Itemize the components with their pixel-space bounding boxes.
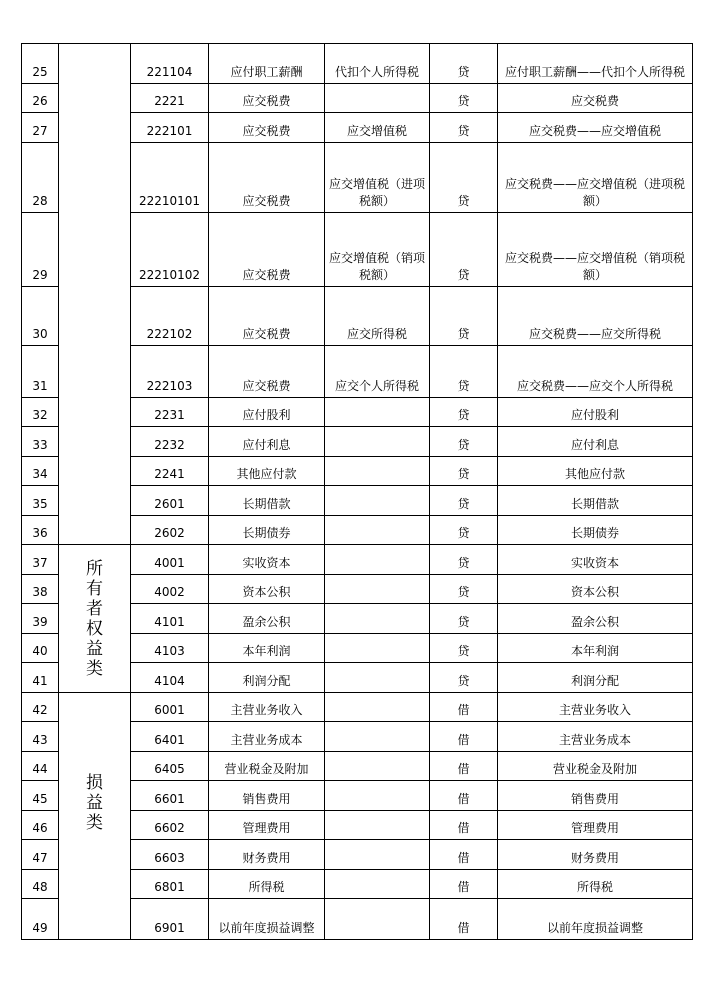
full-account-name: 应交税费——应交增值税	[498, 113, 693, 143]
balance-direction: 贷	[430, 457, 498, 486]
row-number: 34	[22, 457, 59, 486]
account-code: 22210102	[131, 213, 209, 287]
balance-direction: 借	[430, 752, 498, 781]
level1-account: 应交税费	[209, 213, 325, 287]
account-code: 2232	[131, 427, 209, 457]
level1-account: 以前年度损益调整	[209, 899, 325, 940]
row-number: 48	[22, 870, 59, 899]
row-number: 36	[22, 516, 59, 545]
level1-account: 销售费用	[209, 781, 325, 811]
balance-direction: 贷	[430, 427, 498, 457]
balance-direction: 借	[430, 840, 498, 870]
balance-direction: 贷	[430, 486, 498, 516]
full-account-name: 资本公积	[498, 575, 693, 604]
level1-account: 主营业务成本	[209, 722, 325, 752]
full-account-name: 主营业务收入	[498, 693, 693, 722]
level1-account: 应交税费	[209, 287, 325, 346]
account-code: 222103	[131, 346, 209, 398]
full-account-name: 长期借款	[498, 486, 693, 516]
account-code: 221104	[131, 44, 209, 84]
full-account-name: 销售费用	[498, 781, 693, 811]
full-account-name: 应交税费——应交所得税	[498, 287, 693, 346]
account-code: 2231	[131, 398, 209, 427]
balance-direction: 借	[430, 811, 498, 840]
category-label: 损益类	[86, 773, 103, 833]
account-code: 6405	[131, 752, 209, 781]
full-account-name: 应交税费——应交增值税（销项税额）	[498, 213, 693, 287]
account-code: 4103	[131, 634, 209, 663]
level2-account: 应交增值税（进项税额）	[325, 143, 430, 213]
full-account-name: 应付股利	[498, 398, 693, 427]
level2-account	[325, 486, 430, 516]
account-code: 4002	[131, 575, 209, 604]
full-account-name: 所得税	[498, 870, 693, 899]
balance-direction: 贷	[430, 346, 498, 398]
account-code: 6601	[131, 781, 209, 811]
row-number: 49	[22, 899, 59, 940]
level2-account	[325, 457, 430, 486]
level1-account: 应付股利	[209, 398, 325, 427]
level2-account	[325, 398, 430, 427]
level2-account	[325, 634, 430, 663]
full-account-name: 其他应付款	[498, 457, 693, 486]
balance-direction: 贷	[430, 287, 498, 346]
balance-direction: 贷	[430, 634, 498, 663]
row-number: 40	[22, 634, 59, 663]
balance-direction: 借	[430, 722, 498, 752]
balance-direction: 贷	[430, 143, 498, 213]
level2-account: 应交所得税	[325, 287, 430, 346]
row-number: 37	[22, 545, 59, 575]
row-number: 29	[22, 213, 59, 287]
level1-account: 长期借款	[209, 486, 325, 516]
level1-account: 应交税费	[209, 143, 325, 213]
full-account-name: 以前年度损益调整	[498, 899, 693, 940]
level1-account: 财务费用	[209, 840, 325, 870]
row-number: 38	[22, 575, 59, 604]
full-account-name: 盈余公积	[498, 604, 693, 634]
row-number: 39	[22, 604, 59, 634]
category-cell-profit-loss	[59, 693, 131, 940]
account-table	[21, 43, 693, 940]
balance-direction: 贷	[430, 575, 498, 604]
account-code: 4001	[131, 545, 209, 575]
level1-account: 长期债券	[209, 516, 325, 545]
full-account-name: 长期债券	[498, 516, 693, 545]
row-number: 43	[22, 722, 59, 752]
row-number: 31	[22, 346, 59, 398]
full-account-name: 应付职工薪酬——代扣个人所得税	[498, 44, 693, 84]
full-account-name: 应交税费——应交个人所得税	[498, 346, 693, 398]
row-number: 45	[22, 781, 59, 811]
account-code: 2601	[131, 486, 209, 516]
balance-direction: 贷	[430, 545, 498, 575]
level1-account: 所得税	[209, 870, 325, 899]
table-row	[22, 44, 693, 84]
balance-direction: 贷	[430, 516, 498, 545]
level1-account: 利润分配	[209, 663, 325, 693]
balance-direction: 借	[430, 781, 498, 811]
row-number: 26	[22, 84, 59, 113]
level1-account: 管理费用	[209, 811, 325, 840]
balance-direction: 贷	[430, 44, 498, 84]
row-number: 46	[22, 811, 59, 840]
category-label: 所有者权益类	[86, 559, 103, 679]
account-code: 6602	[131, 811, 209, 840]
level2-account: 应交增值税（销项税额）	[325, 213, 430, 287]
level2-account	[325, 811, 430, 840]
level1-account: 资本公积	[209, 575, 325, 604]
row-number: 42	[22, 693, 59, 722]
account-code: 2241	[131, 457, 209, 486]
level1-account: 盈余公积	[209, 604, 325, 634]
balance-direction: 贷	[430, 663, 498, 693]
account-code: 6801	[131, 870, 209, 899]
level1-account: 应交税费	[209, 113, 325, 143]
balance-direction: 贷	[430, 604, 498, 634]
level1-account: 应交税费	[209, 84, 325, 113]
account-code: 6901	[131, 899, 209, 940]
balance-direction: 贷	[430, 398, 498, 427]
account-code: 4101	[131, 604, 209, 634]
row-number: 41	[22, 663, 59, 693]
level2-account: 应交增值税	[325, 113, 430, 143]
balance-direction: 借	[430, 870, 498, 899]
full-account-name: 主营业务成本	[498, 722, 693, 752]
full-account-name: 应交税费	[498, 84, 693, 113]
level1-account: 应交税费	[209, 346, 325, 398]
balance-direction: 贷	[430, 113, 498, 143]
level2-account	[325, 722, 430, 752]
account-table-body	[22, 44, 693, 940]
row-number: 30	[22, 287, 59, 346]
table-row	[22, 545, 693, 575]
full-account-name: 应付利息	[498, 427, 693, 457]
account-code: 222101	[131, 113, 209, 143]
row-number: 47	[22, 840, 59, 870]
table-row	[22, 693, 693, 722]
level2-account	[325, 516, 430, 545]
row-number: 28	[22, 143, 59, 213]
level1-account: 本年利润	[209, 634, 325, 663]
row-number: 35	[22, 486, 59, 516]
level2-account	[325, 781, 430, 811]
account-code: 2221	[131, 84, 209, 113]
level2-account	[325, 84, 430, 113]
level1-account: 实收资本	[209, 545, 325, 575]
full-account-name: 实收资本	[498, 545, 693, 575]
level2-account	[325, 663, 430, 693]
level2-account	[325, 899, 430, 940]
balance-direction: 贷	[430, 84, 498, 113]
full-account-name: 利润分配	[498, 663, 693, 693]
level2-account	[325, 840, 430, 870]
account-code: 6001	[131, 693, 209, 722]
full-account-name: 营业税金及附加	[498, 752, 693, 781]
level2-account: 应交个人所得税	[325, 346, 430, 398]
level1-account: 其他应付款	[209, 457, 325, 486]
row-number: 33	[22, 427, 59, 457]
balance-direction: 借	[430, 899, 498, 940]
level2-account	[325, 752, 430, 781]
full-account-name: 财务费用	[498, 840, 693, 870]
level2-account	[325, 870, 430, 899]
level2-account	[325, 545, 430, 575]
full-account-name: 管理费用	[498, 811, 693, 840]
account-code: 6401	[131, 722, 209, 752]
level2-account	[325, 575, 430, 604]
category-cell-liabilities	[59, 44, 131, 545]
full-account-name: 本年利润	[498, 634, 693, 663]
level1-account: 应付利息	[209, 427, 325, 457]
level2-account	[325, 693, 430, 722]
level1-account: 营业税金及附加	[209, 752, 325, 781]
level1-account: 主营业务收入	[209, 693, 325, 722]
balance-direction: 贷	[430, 213, 498, 287]
account-code: 6603	[131, 840, 209, 870]
row-number: 32	[22, 398, 59, 427]
account-code: 222102	[131, 287, 209, 346]
row-number: 25	[22, 44, 59, 84]
level2-account	[325, 427, 430, 457]
level2-account: 代扣个人所得税	[325, 44, 430, 84]
level1-account: 应付职工薪酬	[209, 44, 325, 84]
row-number: 44	[22, 752, 59, 781]
row-number: 27	[22, 113, 59, 143]
balance-direction: 借	[430, 693, 498, 722]
account-code: 22210101	[131, 143, 209, 213]
level2-account	[325, 604, 430, 634]
full-account-name: 应交税费——应交增值税（进项税额）	[498, 143, 693, 213]
category-cell-owners-equity	[59, 545, 131, 693]
account-code: 4104	[131, 663, 209, 693]
account-code: 2602	[131, 516, 209, 545]
